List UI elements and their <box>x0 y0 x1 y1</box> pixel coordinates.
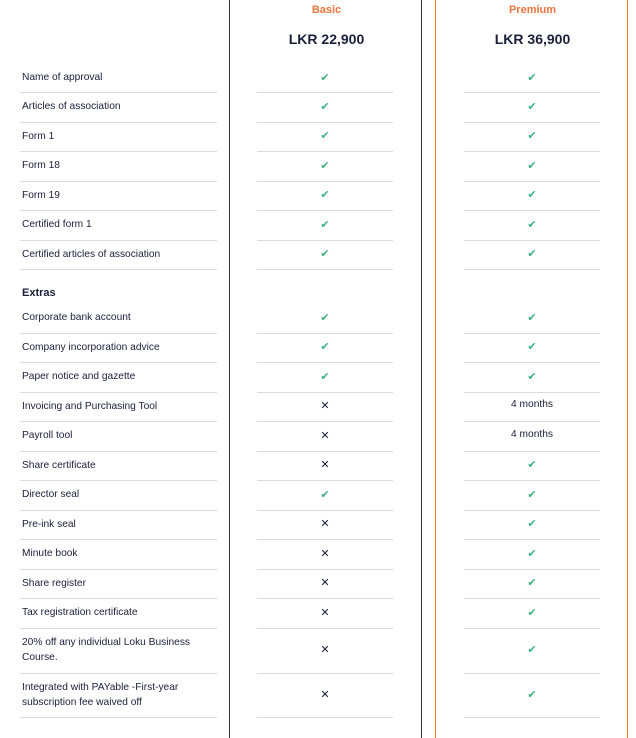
row-divider <box>20 151 217 152</box>
check-icon: ✔ <box>320 130 330 143</box>
row-label: Certified form 1 <box>22 219 92 231</box>
check-icon: ✔ <box>320 218 330 231</box>
row-divider <box>257 480 393 481</box>
row-divider <box>20 240 217 241</box>
row-label: Pre-ink seal <box>22 518 76 530</box>
row-divider <box>464 122 600 123</box>
check-icon: ✔ <box>527 459 537 472</box>
premium-plan-price: LKR 36,900 <box>494 31 571 47</box>
row-divider <box>464 510 600 511</box>
row-divider <box>257 569 393 570</box>
premium-cell <box>464 159 600 172</box>
row-label: Form 19 <box>22 189 60 201</box>
row-divider <box>20 362 217 363</box>
row-divider <box>20 539 217 540</box>
check-icon: ✔ <box>320 189 330 202</box>
check-icon: ✔ <box>320 488 330 501</box>
premium-cell <box>464 606 600 619</box>
row-divider <box>20 92 217 93</box>
row-label: 20% off any individual Loku Business Course. <box>22 637 191 663</box>
row-divider <box>20 673 217 674</box>
check-icon: ✔ <box>320 311 330 324</box>
row-divider <box>464 92 600 93</box>
cross-icon: ✕ <box>320 518 330 531</box>
basic-cell <box>257 688 393 701</box>
row-divider <box>20 333 217 334</box>
premium-cell: 4 months <box>511 399 553 411</box>
row-divider <box>257 269 393 270</box>
check-icon: ✔ <box>527 606 537 619</box>
row-divider <box>20 210 217 211</box>
check-icon: ✔ <box>527 189 537 202</box>
premium-cell <box>464 100 600 113</box>
cross-icon: ✕ <box>320 644 330 656</box>
check-icon: ✔ <box>320 370 330 383</box>
check-icon: ✔ <box>527 159 537 172</box>
premium-cell <box>464 71 600 84</box>
check-icon: ✔ <box>527 518 537 531</box>
row-divider <box>257 181 393 182</box>
row-divider <box>257 362 393 363</box>
basic-plan-name: Basic <box>311 4 342 16</box>
row-divider <box>257 598 393 599</box>
premium-cell: 4 months <box>511 428 553 440</box>
row-divider <box>464 480 600 481</box>
row-divider <box>257 539 393 540</box>
check-icon: ✔ <box>527 311 537 324</box>
cross-icon: ✕ <box>320 547 330 560</box>
row-divider <box>20 451 217 452</box>
basic-cell <box>257 247 393 260</box>
premium-cell <box>464 458 600 471</box>
row-label: Company incorporation advice <box>22 341 160 353</box>
row-divider <box>464 421 600 422</box>
row-label: Minute book <box>22 548 78 560</box>
check-icon: ✔ <box>320 71 330 84</box>
basic-cell <box>257 340 393 353</box>
premium-cell <box>464 218 600 231</box>
row-divider <box>464 181 600 182</box>
cross-icon: ✕ <box>320 606 330 619</box>
check-icon: ✔ <box>527 577 537 590</box>
premium-cell <box>464 188 600 201</box>
row-divider <box>20 122 217 123</box>
basic-cell <box>257 129 393 142</box>
row-divider <box>464 392 600 393</box>
premium-plan-name: Premium <box>508 4 557 16</box>
cross-icon: ✕ <box>320 400 330 413</box>
check-icon: ✔ <box>527 248 537 261</box>
row-label: Payroll tool <box>22 430 73 442</box>
row-label: Certified articles of association <box>22 248 161 260</box>
row-divider <box>20 598 217 599</box>
row-divider <box>464 240 600 241</box>
row-divider <box>20 421 217 422</box>
basic-cell <box>257 71 393 84</box>
row-divider <box>20 269 217 270</box>
row-label: Integrated with PAYable -First-year subscription fee waived off <box>22 681 179 708</box>
row-divider <box>257 510 393 511</box>
check-icon: ✔ <box>527 71 537 84</box>
row-divider <box>257 628 393 629</box>
row-divider <box>464 717 600 718</box>
row-label: Corporate bank account <box>22 312 131 324</box>
check-icon: ✔ <box>527 130 537 143</box>
premium-cell <box>464 643 600 656</box>
check-icon: ✔ <box>320 248 330 261</box>
row-label: Articles of association <box>22 101 121 113</box>
premium-cell <box>464 576 600 589</box>
premium-cell <box>464 547 600 560</box>
row-divider <box>464 333 600 334</box>
check-icon: ✔ <box>527 688 537 701</box>
row-label: Tax registration certificate <box>22 607 138 619</box>
row-divider <box>20 181 217 182</box>
row-label: Form 1 <box>22 130 55 142</box>
row-divider <box>464 269 600 270</box>
row-divider <box>20 510 217 511</box>
row-divider <box>464 598 600 599</box>
row-divider <box>257 240 393 241</box>
basic-cell <box>257 311 393 324</box>
row-label: Share certificate <box>22 459 96 471</box>
premium-cell <box>464 688 600 701</box>
row-divider <box>20 569 217 570</box>
basic-plan-price: LKR 22,900 <box>288 31 365 47</box>
premium-cell <box>464 129 600 142</box>
basic-cell <box>257 188 393 201</box>
basic-cell <box>257 100 393 113</box>
row-label: Share register <box>22 577 86 589</box>
row-label: Director seal <box>22 489 80 501</box>
basic-cell <box>257 218 393 231</box>
basic-cell <box>257 576 393 589</box>
row-divider <box>257 392 393 393</box>
row-divider <box>464 569 600 570</box>
basic-cell <box>257 488 393 501</box>
cross-icon: ✕ <box>320 429 330 442</box>
row-divider <box>257 421 393 422</box>
row-divider <box>257 122 393 123</box>
row-label: Paper notice and gazette <box>22 371 136 383</box>
row-divider <box>257 333 393 334</box>
row-divider <box>257 92 393 93</box>
premium-cell <box>464 370 600 383</box>
basic-cell <box>257 517 393 530</box>
check-icon: ✔ <box>320 100 330 113</box>
premium-cell <box>464 488 600 501</box>
row-divider <box>257 451 393 452</box>
basic-cell <box>257 429 393 442</box>
premium-cell <box>464 340 600 353</box>
row-divider <box>20 392 217 393</box>
cross-icon: ✕ <box>320 459 330 472</box>
check-icon: ✔ <box>527 644 537 656</box>
row-divider <box>464 539 600 540</box>
check-icon: ✔ <box>527 100 537 113</box>
basic-cell <box>257 159 393 172</box>
basic-cell <box>257 606 393 619</box>
row-divider <box>20 717 217 718</box>
row-divider <box>257 717 393 718</box>
row-label: Invoicing and Purchasing Tool <box>22 400 158 412</box>
extras-heading: Extras <box>22 287 56 299</box>
cross-icon: ✕ <box>320 688 330 701</box>
premium-cell <box>464 311 600 324</box>
basic-cell <box>257 399 393 412</box>
row-divider <box>20 480 217 481</box>
row-divider <box>257 151 393 152</box>
row-divider <box>257 673 393 674</box>
check-icon: ✔ <box>527 341 537 354</box>
row-label: Name of approval <box>22 72 103 83</box>
row-divider <box>464 362 600 363</box>
check-icon: ✔ <box>527 370 537 383</box>
check-icon: ✔ <box>320 159 330 172</box>
row-divider <box>20 628 217 629</box>
basic-cell <box>257 458 393 471</box>
premium-cell <box>464 517 600 530</box>
row-divider <box>464 628 600 629</box>
basic-cell <box>257 643 393 656</box>
check-icon: ✔ <box>527 218 537 231</box>
row-divider <box>464 673 600 674</box>
cross-icon: ✕ <box>320 577 330 590</box>
basic-cell <box>257 547 393 560</box>
check-icon: ✔ <box>527 488 537 501</box>
check-icon: ✔ <box>527 547 537 560</box>
row-divider <box>464 451 600 452</box>
basic-cell <box>257 370 393 383</box>
row-divider <box>464 210 600 211</box>
premium-cell <box>464 247 600 260</box>
row-divider <box>257 210 393 211</box>
row-divider <box>464 151 600 152</box>
check-icon: ✔ <box>320 341 330 354</box>
row-label: Form 18 <box>22 160 60 172</box>
